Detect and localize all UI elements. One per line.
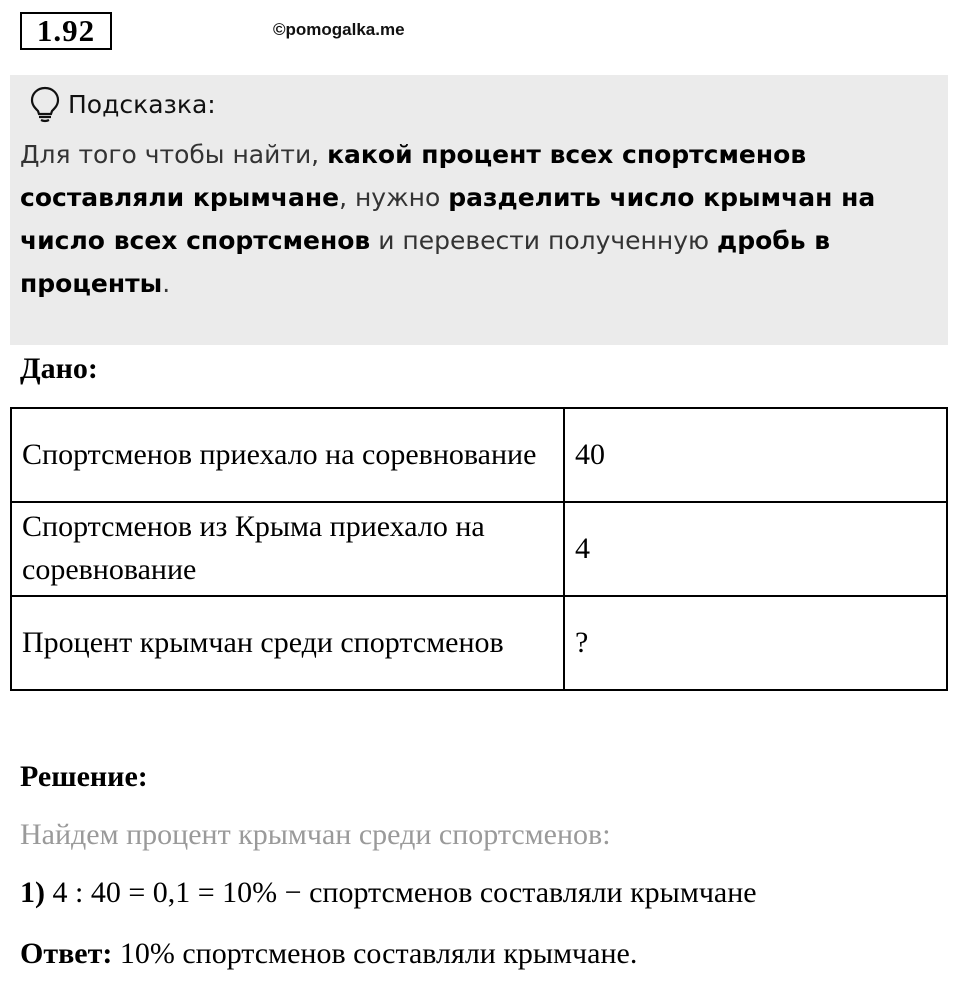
hint-text-segment: . — [162, 269, 171, 298]
hint-title: Подсказка: — [68, 89, 216, 119]
solution-intro: Найдем процент крымчан среди спортсменов: — [20, 818, 611, 851]
solution-step — [20, 876, 757, 910]
given-value: 4 — [564, 502, 947, 596]
solution-heading: Решение: — [20, 760, 148, 793]
hint-text-segment: и перевести полученную — [370, 226, 718, 255]
hint-header — [28, 85, 216, 123]
watermark: ©pomogalka.me — [273, 20, 405, 39]
given-value: ? — [564, 596, 947, 690]
step-marker: 1) — [20, 876, 45, 909]
lightbulb-icon — [28, 85, 62, 123]
given-key: Спортсменов из Крыма приехало на соревнование — [11, 502, 564, 596]
hint-box — [10, 75, 948, 345]
step-text: 4 : 40 = 0,1 = 10% − спортсменов составляли крымчане — [45, 876, 757, 909]
answer-label: Ответ: — [20, 937, 113, 970]
given-heading: Дано: — [20, 352, 98, 385]
given-key: Процент крымчан среди спортсменов — [11, 596, 564, 690]
hint-text — [20, 133, 920, 305]
given-key: Спортсменов приехало на соревнование — [11, 408, 564, 502]
answer-text: 10% спортсменов составляли крымчане. — [112, 937, 638, 970]
hint-text-emphasis: разделить число крымчан на число всех спортсменов — [20, 183, 876, 255]
hint-text-segment: Для того чтобы найти, — [20, 140, 328, 169]
table-row — [11, 502, 947, 596]
table-row — [11, 596, 947, 690]
hint-text-emphasis: какой процент всех спортсменов составляли крымчане — [20, 140, 807, 212]
table-row — [11, 408, 947, 502]
answer-line — [20, 937, 637, 971]
given-value: 40 — [564, 408, 947, 502]
problem-number: 1.92 — [20, 12, 112, 50]
given-table — [10, 407, 948, 691]
hint-text-segment: , нужно — [339, 183, 449, 212]
hint-text-emphasis: дробь в проценты — [20, 226, 831, 298]
